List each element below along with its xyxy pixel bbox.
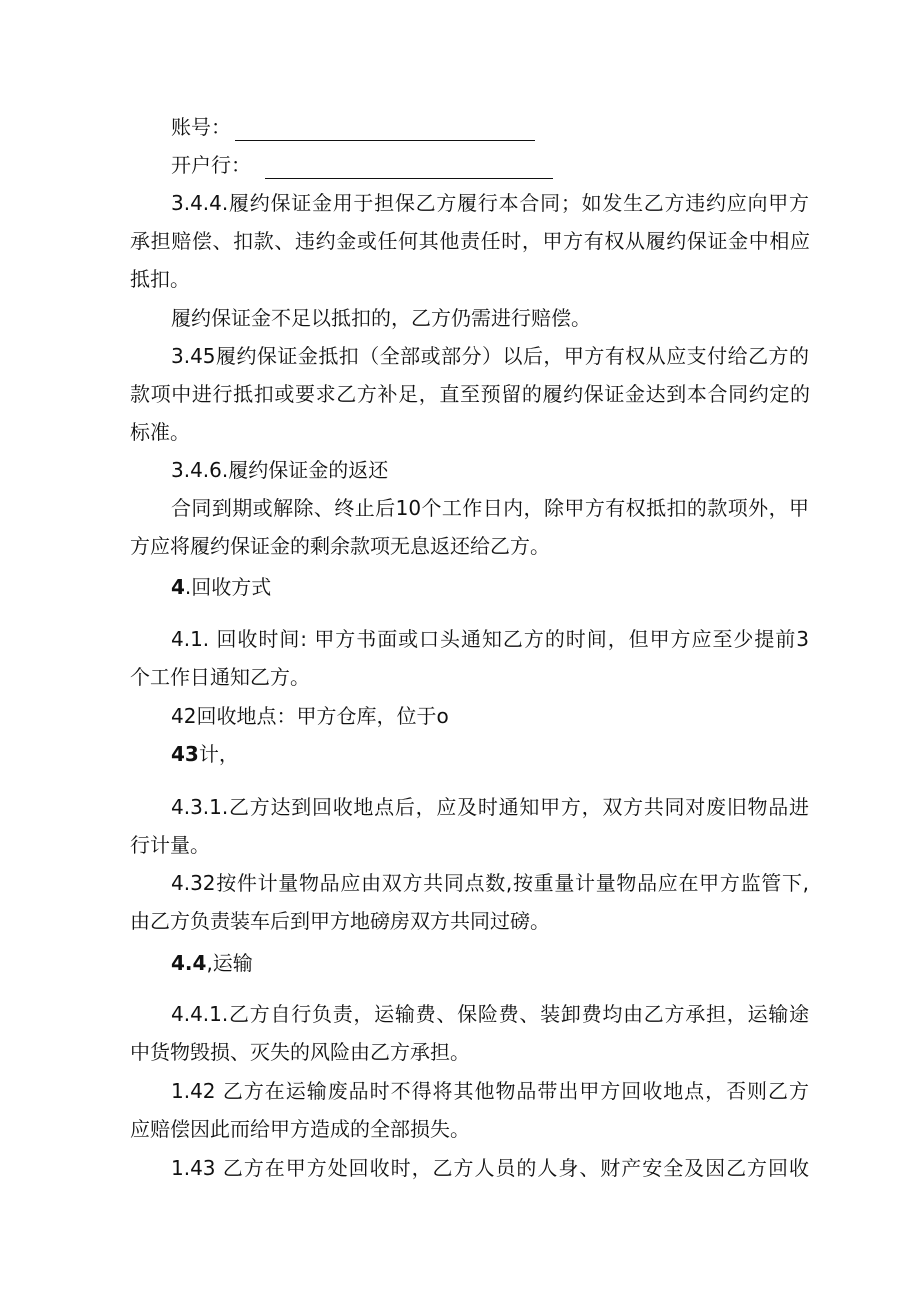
clause-4-2: 42回收地点：甲方仓库，位于o [171, 704, 449, 728]
clause-4-3-2-line1: 4.32按件计量物品应由双方共同点数,按重量计量物品应在甲方监管下, [171, 871, 809, 895]
account-label: 账号： [171, 115, 231, 139]
section-4-number: 4 [171, 575, 185, 599]
clause-1-42-line1: 1.42 乙方在运输废品时不得将其他物品带出甲方回收地点，否则乙方 [171, 1079, 809, 1103]
clause-4-4-1-line1: 4.4.1.乙方自行负责，运输费、保险费、装卸费均由乙方承担，运输途 [171, 1002, 809, 1026]
clause-shortfall: 履约保证金不足以抵扣的，乙方仍需进行赔偿。 [171, 306, 591, 330]
section-4-3-number: 43 [171, 742, 199, 766]
bank-label: 开户行： [171, 153, 251, 177]
account-field [171, 114, 851, 141]
clause-3-4-6-line2: 方应将履约保证金的剩余款项无息返还给乙方。 [130, 534, 550, 558]
clause-3-4-5-line1: 3.45履约保证金抵扣（全部或部分）以后，甲方有权从应支付给乙方的 [171, 344, 809, 368]
clause-4-1-line2: 个工作日通知乙方。 [130, 665, 310, 689]
bank-blank[interactable] [265, 152, 553, 179]
clause-3-4-4-line3: 抵扣。 [130, 267, 190, 291]
clause-4-4-1-line2: 中货物毁损、灭失的风险由乙方承担。 [130, 1040, 470, 1064]
clause-4-1-line1: 4.1. 回收时间: 甲方书面或口头通知乙方的时间，但甲方应至少提前3 [171, 627, 809, 651]
clause-3-4-5-line3: 标准。 [130, 420, 190, 444]
clause-3-4-5-line2: 款项中进行抵扣或要求乙方补足，直至预留的履约保证金达到本合同约定的 [130, 382, 810, 406]
section-4-4-number: 4.4 [171, 951, 207, 975]
account-blank[interactable] [235, 114, 535, 141]
section-4-heading [171, 574, 851, 600]
clause-4-3-1-line1: 4.3.1.乙方达到回收地点后，应及时通知甲方，双方共同对废旧物品进 [171, 795, 809, 819]
section-4-4-heading [171, 950, 851, 976]
bank-field [171, 152, 851, 179]
section-4-3-heading [171, 741, 851, 767]
clause-1-42-line2: 应赔偿因此而给甲方造成的全部损失。 [130, 1117, 470, 1141]
section-4-3-title: 计， [198, 742, 239, 766]
section-4-title: .回收方式 [184, 575, 272, 599]
clause-4-3-1-line2: 行计量。 [130, 833, 210, 857]
clause-3-4-6-title: 3.4.6.履约保证金的返还 [171, 458, 389, 482]
clause-4-3-2-line2: 由乙方负责装车后到甲方地磅房双方共同过磅。 [130, 909, 550, 933]
clause-3-4-4-line2: 承担赔偿、扣款、违约金或任何其他责任时，甲方有权从履约保证金中相应 [130, 229, 810, 253]
clause-3-4-6-line1: 合同到期或解除、终止后10个工作日内，除甲方有权抵扣的款项外，甲 [171, 496, 809, 520]
clause-1-43-line1: 1.43 乙方在甲方处回收时，乙方人员的人身、财产安全及因乙方回收 [171, 1156, 809, 1180]
clause-3-4-4-line1: 3.4.4.履约保证金用于担保乙方履行本合同；如发生乙方违约应向甲方 [171, 191, 809, 215]
section-4-4-title: ,运输 [206, 951, 253, 975]
